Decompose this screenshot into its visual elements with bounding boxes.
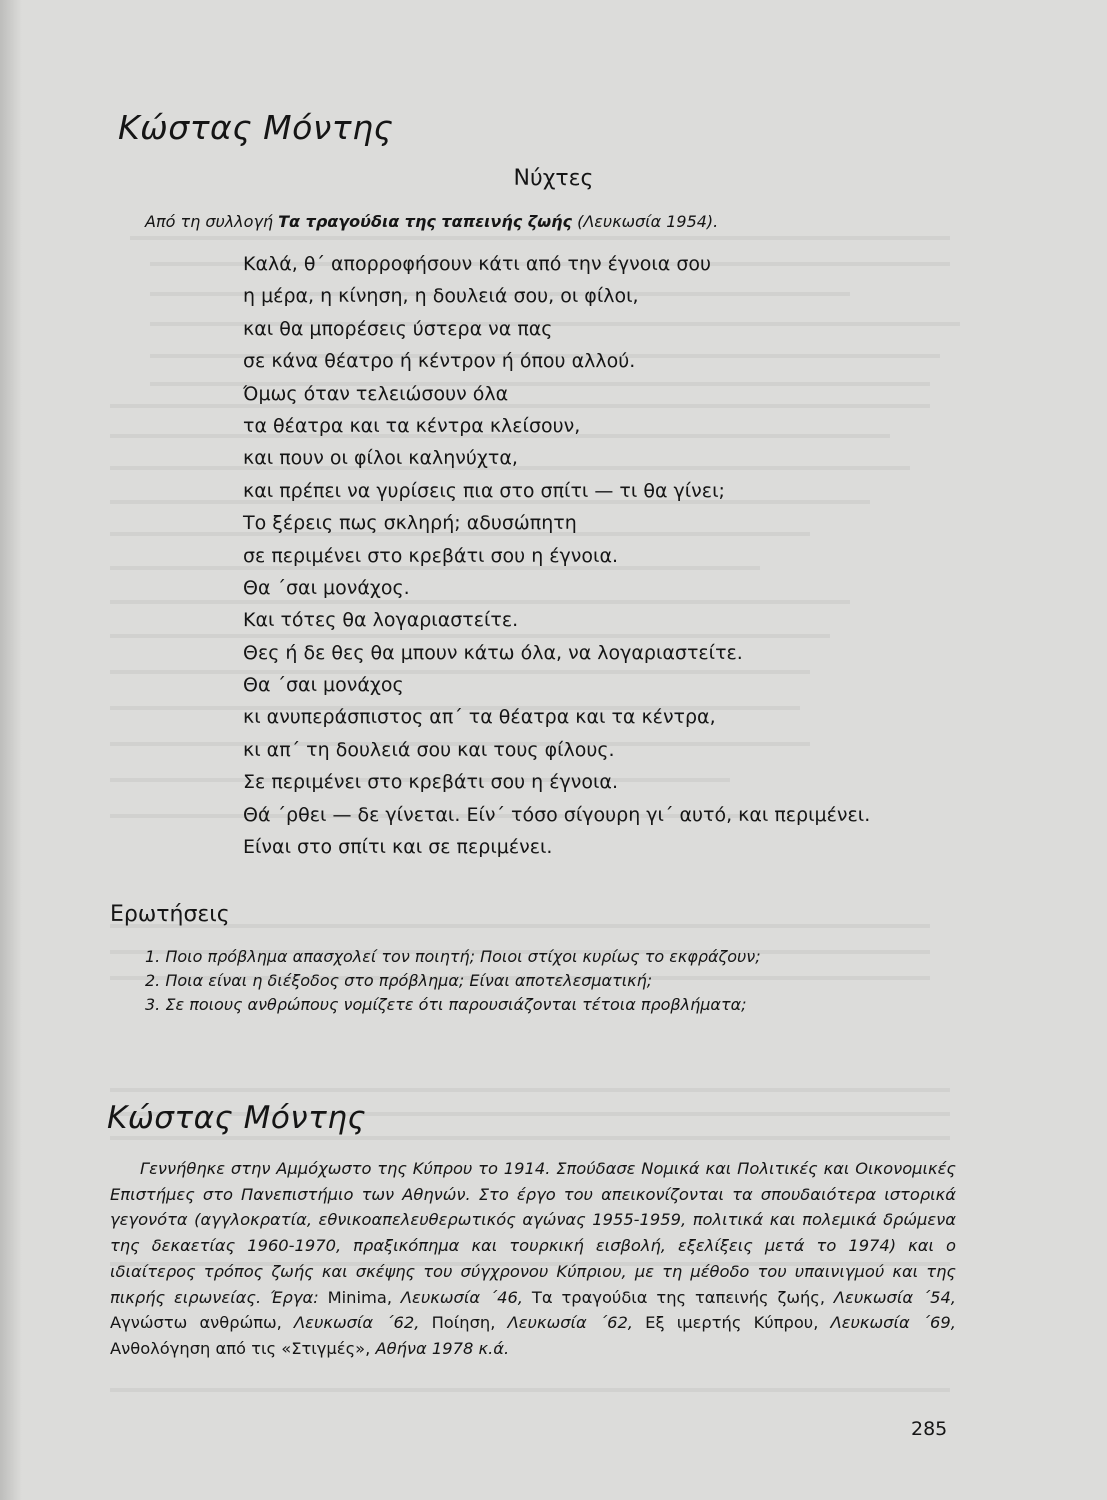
work-place: Λευκωσία ΄62, <box>294 1313 420 1333</box>
source-book-title: Τα τραγούδια της ταπεινής ζωής <box>278 212 572 231</box>
work-title: Αγνώστω ανθρώπω, <box>110 1313 282 1333</box>
source-suffix: (Λευκωσία 1954). <box>577 212 719 231</box>
poem-line: σε περιμένει στο κρεβάτι σου η έγνοια. <box>243 544 619 567</box>
biography-heading: Κώστας Μόντης <box>107 1100 367 1136</box>
questions-heading: Ερωτήσεις <box>110 902 230 927</box>
work-place: Λευκωσία ΄62, <box>507 1313 633 1333</box>
question-item: 1. Ποιο πρόβλημα απασχολεί τον ποιητή; Ποιοι στίχοι κυρίως το εκφράζουν; <box>145 947 761 966</box>
work-place: Λευκωσία ΄54, <box>833 1287 956 1307</box>
work-title: Ποίηση, <box>431 1313 496 1333</box>
poem-line: και θα μπορέσεις ύστερα να πας <box>243 317 553 340</box>
work-place: Αθήνα 1978 κ.ά. <box>375 1338 510 1358</box>
page-number: 285 <box>911 1418 948 1440</box>
poem-line: Όμως όταν τελειώσουν όλα <box>243 382 509 405</box>
poem-line: η μέρα, η κίνηση, η δουλειά σου, οι φίλοι, <box>243 285 639 308</box>
biography-text <box>110 1156 956 1362</box>
source-prefix: Από τη συλλογή <box>145 212 274 231</box>
poem-line: Θά ΄ρθει — δε γίνεται. Είν΄ τόσο σίγουρη γι΄ αυτό, και περιμένει. <box>243 803 871 826</box>
poem-body <box>243 250 870 865</box>
work-place: Λευκωσία ΄46, <box>400 1287 523 1307</box>
work-title: Ανθολόγηση από τις «Στιγμές», <box>110 1338 371 1358</box>
poem-line: και πρέπει να γυρίσεις πια στο σπίτι — τι θα γίνει; <box>243 479 725 502</box>
poem-line: Θα ΄σαι μονάχος. <box>243 576 410 599</box>
poet-name-heading: Κώστας Μόντης <box>118 108 394 147</box>
poem-line: τα θέατρα και τα κέντρα κλείσουν, <box>243 414 581 437</box>
poem-line: Θα ΄σαι μονάχος <box>243 674 404 697</box>
poem-line: Καλά, θ΄ απορροφήσουν κάτι από την έγνοια σου <box>243 253 712 275</box>
poem-line: Είναι στο σπίτι και σε περιμένει. <box>243 836 553 859</box>
question-item: 2. Ποια είναι η διέξοδος στο πρόβλημα; Είναι αποτελεσματική; <box>145 971 653 990</box>
poem-line: Το ξέρεις πως σκληρή; αδυσώπητη <box>243 512 577 535</box>
question-item: 3. Σε ποιους ανθρώπους νομίζετε ότι παρουσιάζονται τέτοια προβλήματα; <box>145 995 747 1014</box>
work-title: Εξ ιμερτής Κύπρου, <box>645 1313 819 1333</box>
poem-line: Θες ή δε θες θα μπουν κάτω όλα, να λογαριαστείτε. <box>243 641 743 664</box>
poem-line: σε κάνα θέατρο ή κέντρον ή όπου αλλού. <box>243 350 636 373</box>
questions-list <box>145 946 761 1018</box>
poem-line: κι απ΄ τη δουλειά σου και τους φίλους. <box>243 738 615 761</box>
poem-line: και πουν οι φίλοι καληνύχτα, <box>243 447 518 470</box>
work-title: Minima, <box>327 1287 393 1307</box>
poem-line: Σε περιμένει στο κρεβάτι σου η έγνοια. <box>243 771 618 794</box>
work-place: Λευκωσία ΄69, <box>830 1313 956 1333</box>
biography-intro: Γεννήθηκε στην Αμμόχωστο της Κύπρου το 1914. Σπούδασε Νομικά και Πολιτικές και Οικονομικές Επιστήμες στο Πανεπιστήμιο των Αθηνών. Στο έργο του απεικονίζονται τα σπουδαιότερα ιστορικά γεγονότα (αγγλοκρατία, εθνικοαπελευθερωτικός αγώνας 1955-1959, πολιτικά και πολεμικά δρώμενα της δεκαετίας 1960-1970, πραξικόπημα και τουρκική εισβολή, εξελίξεις μετά το 1974) και ο ιδιαίτερος τρόπος ζωής και σκέψης του σύγχρονου Κύπριου, με τη μέθοδο του υπαινιγμού και της πικρής ειρωνείας. Έργα: <box>110 1159 956 1307</box>
poem-title: Νύχτες <box>513 166 594 191</box>
poem-line: κι ανυπεράσπιστος απ΄ τα θέατρα και τα κέντρα, <box>243 706 716 729</box>
work-title: Τα τραγούδια της ταπεινής ζωής, <box>531 1287 826 1307</box>
poem-source <box>145 212 718 231</box>
poem-line: Και τότες θα λογαριαστείτε. <box>243 609 519 632</box>
